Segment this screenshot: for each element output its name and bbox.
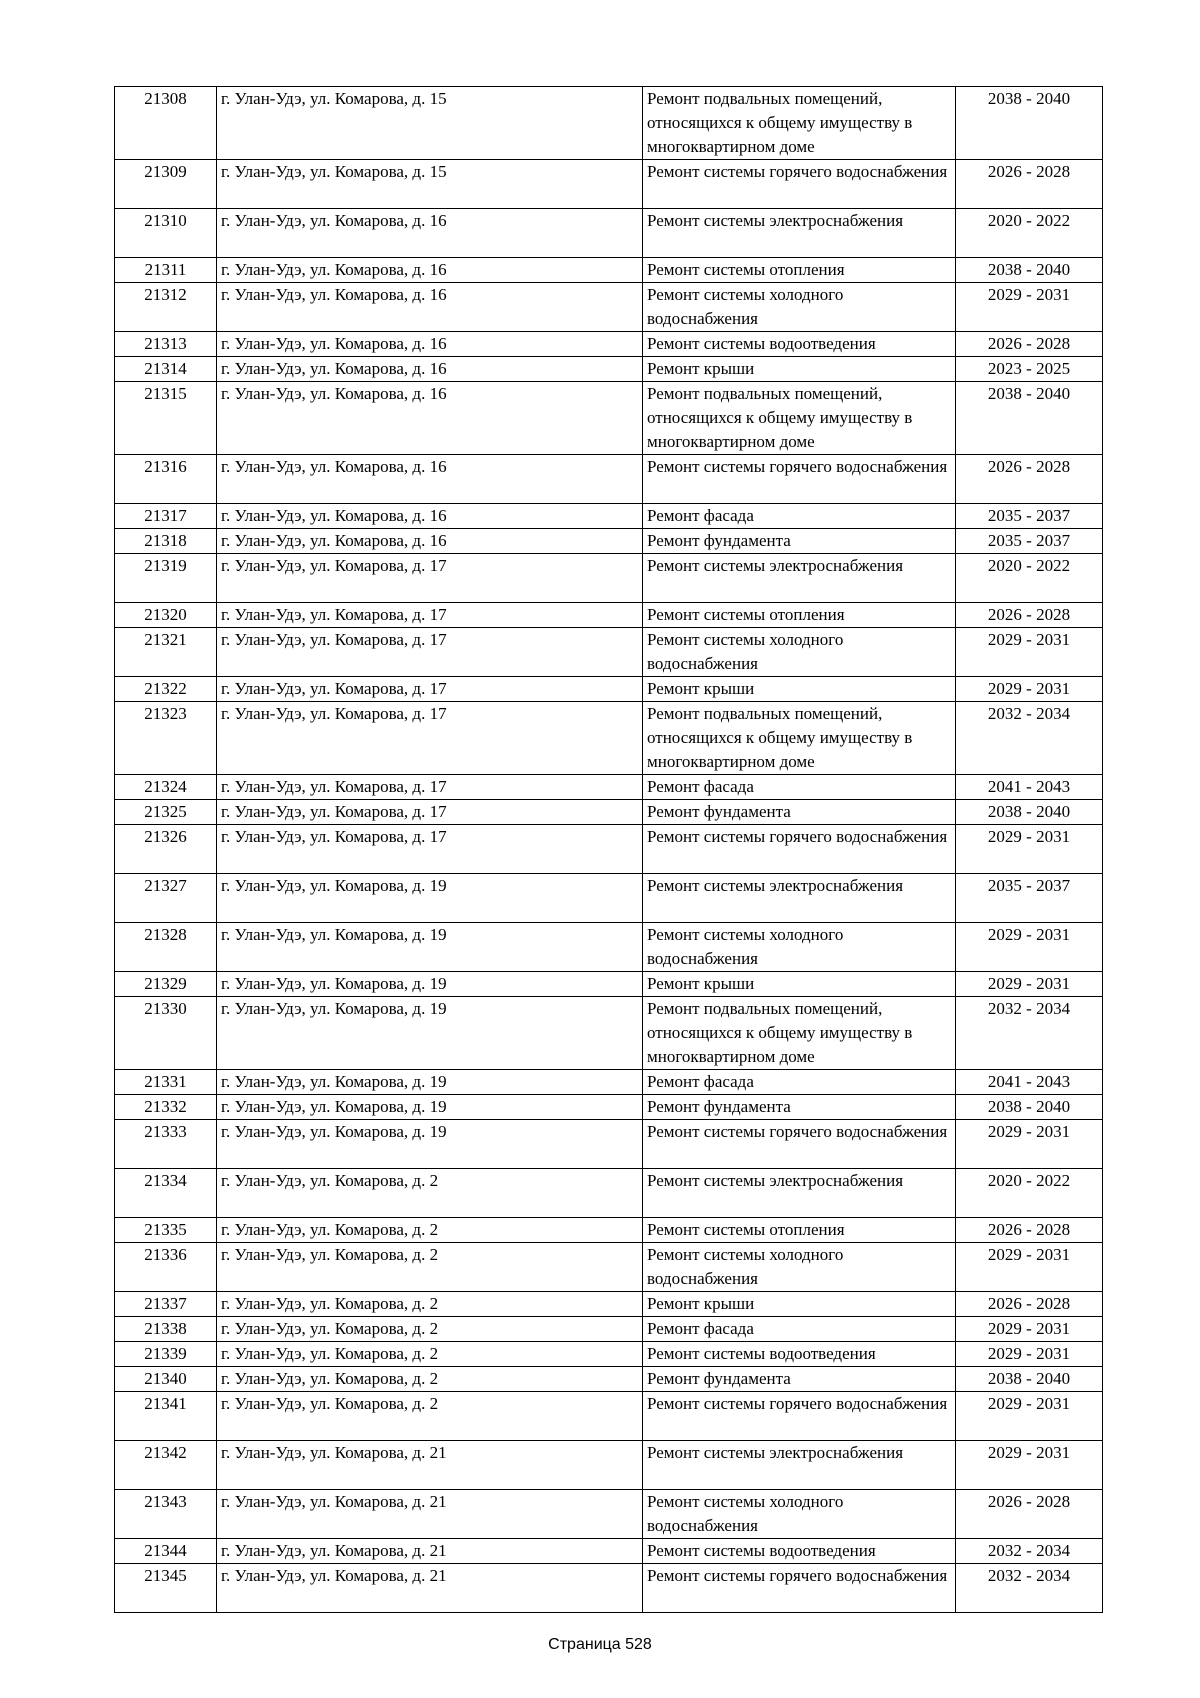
row-address: г. Улан-Удэ, ул. Комарова, д. 2 <box>217 1392 643 1441</box>
row-number: 21342 <box>115 1441 217 1490</box>
table-row <box>115 554 1103 603</box>
row-number: 21316 <box>115 455 217 504</box>
row-period: 2038 - 2040 <box>956 1367 1103 1392</box>
row-work-type: Ремонт системы водоотведения <box>643 1342 956 1367</box>
row-work-type: Ремонт системы холодного водоснабжения <box>643 1243 956 1292</box>
row-period: 2038 - 2040 <box>956 87 1103 160</box>
row-number: 21336 <box>115 1243 217 1292</box>
row-period: 2026 - 2028 <box>956 603 1103 628</box>
row-work-type: Ремонт системы холодного водоснабжения <box>643 923 956 972</box>
row-work-type: Ремонт крыши <box>643 972 956 997</box>
table-row <box>115 1564 1103 1613</box>
table-row <box>115 1218 1103 1243</box>
row-number: 21326 <box>115 825 217 874</box>
row-address: г. Улан-Удэ, ул. Комарова, д. 16 <box>217 529 643 554</box>
row-period: 2026 - 2028 <box>956 455 1103 504</box>
table-row <box>115 332 1103 357</box>
row-work-type: Ремонт системы горячего водоснабжения <box>643 825 956 874</box>
row-period: 2029 - 2031 <box>956 1392 1103 1441</box>
row-work-type: Ремонт фундамента <box>643 1095 956 1120</box>
row-address: г. Улан-Удэ, ул. Комарова, д. 17 <box>217 628 643 677</box>
row-work-type: Ремонт системы электроснабжения <box>643 874 956 923</box>
table-row <box>115 1120 1103 1169</box>
row-address: г. Улан-Удэ, ул. Комарова, д. 16 <box>217 283 643 332</box>
row-period: 2029 - 2031 <box>956 1243 1103 1292</box>
row-period: 2038 - 2040 <box>956 800 1103 825</box>
row-period: 2029 - 2031 <box>956 677 1103 702</box>
row-period: 2026 - 2028 <box>956 1490 1103 1539</box>
row-address: г. Улан-Удэ, ул. Комарова, д. 2 <box>217 1367 643 1392</box>
row-number: 21328 <box>115 923 217 972</box>
row-work-type: Ремонт системы горячего водоснабжения <box>643 160 956 209</box>
row-period: 2029 - 2031 <box>956 1441 1103 1490</box>
row-address: г. Улан-Удэ, ул. Комарова, д. 15 <box>217 87 643 160</box>
table-row <box>115 1169 1103 1218</box>
row-address: г. Улан-Удэ, ул. Комарова, д. 21 <box>217 1539 643 1564</box>
row-period: 2029 - 2031 <box>956 1120 1103 1169</box>
table-row <box>115 775 1103 800</box>
table-row <box>115 258 1103 283</box>
table-row <box>115 504 1103 529</box>
table-row <box>115 529 1103 554</box>
row-number: 21329 <box>115 972 217 997</box>
row-address: г. Улан-Удэ, ул. Комарова, д. 17 <box>217 825 643 874</box>
row-period: 2041 - 2043 <box>956 1070 1103 1095</box>
row-address: г. Улан-Удэ, ул. Комарова, д. 2 <box>217 1292 643 1317</box>
row-address: г. Улан-Удэ, ул. Комарова, д. 16 <box>217 258 643 283</box>
row-address: г. Улан-Удэ, ул. Комарова, д. 17 <box>217 800 643 825</box>
table-row <box>115 874 1103 923</box>
row-work-type: Ремонт системы холодного водоснабжения <box>643 283 956 332</box>
row-period: 2026 - 2028 <box>956 1218 1103 1243</box>
row-address: г. Улан-Удэ, ул. Комарова, д. 21 <box>217 1490 643 1539</box>
row-address: г. Улан-Удэ, ул. Комарова, д. 17 <box>217 677 643 702</box>
row-number: 21322 <box>115 677 217 702</box>
row-work-type: Ремонт системы водоотведения <box>643 1539 956 1564</box>
row-work-type: Ремонт фасада <box>643 1070 956 1095</box>
row-work-type: Ремонт системы отопления <box>643 1218 956 1243</box>
row-work-type: Ремонт системы горячего водоснабжения <box>643 455 956 504</box>
row-period: 2020 - 2022 <box>956 209 1103 258</box>
row-address: г. Улан-Удэ, ул. Комарова, д. 21 <box>217 1441 643 1490</box>
table-body <box>115 87 1103 1613</box>
row-address: г. Улан-Удэ, ул. Комарова, д. 16 <box>217 332 643 357</box>
row-work-type: Ремонт подвальных помещений, относящихся к общему имуществу в многоквартирном доме <box>643 382 956 455</box>
row-number: 21312 <box>115 283 217 332</box>
row-period: 2029 - 2031 <box>956 1342 1103 1367</box>
row-work-type: Ремонт фундамента <box>643 529 956 554</box>
row-address: г. Улан-Удэ, ул. Комарова, д. 16 <box>217 382 643 455</box>
table-row <box>115 160 1103 209</box>
row-address: г. Улан-Удэ, ул. Комарова, д. 2 <box>217 1342 643 1367</box>
row-number: 21319 <box>115 554 217 603</box>
row-address: г. Улан-Удэ, ул. Комарова, д. 19 <box>217 1095 643 1120</box>
table-row <box>115 382 1103 455</box>
row-number: 21337 <box>115 1292 217 1317</box>
row-number: 21325 <box>115 800 217 825</box>
page-number: Страница 528 <box>548 1636 652 1653</box>
row-period: 2029 - 2031 <box>956 923 1103 972</box>
row-address: г. Улан-Удэ, ул. Комарова, д. 19 <box>217 1070 643 1095</box>
row-period: 2032 - 2034 <box>956 997 1103 1070</box>
row-work-type: Ремонт системы водоотведения <box>643 332 956 357</box>
table-row <box>115 677 1103 702</box>
table-row <box>115 357 1103 382</box>
table-row <box>115 1342 1103 1367</box>
row-number: 21332 <box>115 1095 217 1120</box>
row-period: 2029 - 2031 <box>956 1317 1103 1342</box>
row-number: 21338 <box>115 1317 217 1342</box>
table-row <box>115 1490 1103 1539</box>
row-number: 21327 <box>115 874 217 923</box>
row-number: 21315 <box>115 382 217 455</box>
table-row <box>115 1243 1103 1292</box>
row-period: 2029 - 2031 <box>956 283 1103 332</box>
row-address: г. Улан-Удэ, ул. Комарова, д. 2 <box>217 1169 643 1218</box>
row-number: 21341 <box>115 1392 217 1441</box>
row-number: 21330 <box>115 997 217 1070</box>
row-work-type: Ремонт крыши <box>643 357 956 382</box>
row-number: 21331 <box>115 1070 217 1095</box>
row-number: 21311 <box>115 258 217 283</box>
row-number: 21334 <box>115 1169 217 1218</box>
row-work-type: Ремонт фасада <box>643 775 956 800</box>
row-address: г. Улан-Удэ, ул. Комарова, д. 19 <box>217 874 643 923</box>
row-address: г. Улан-Удэ, ул. Комарова, д. 16 <box>217 504 643 529</box>
row-period: 2035 - 2037 <box>956 874 1103 923</box>
row-work-type: Ремонт системы электроснабжения <box>643 209 956 258</box>
row-work-type: Ремонт системы отопления <box>643 258 956 283</box>
row-period: 2023 - 2025 <box>956 357 1103 382</box>
row-number: 21314 <box>115 357 217 382</box>
row-number: 21321 <box>115 628 217 677</box>
row-number: 21320 <box>115 603 217 628</box>
table-row <box>115 1441 1103 1490</box>
row-address: г. Улан-Удэ, ул. Комарова, д. 2 <box>217 1218 643 1243</box>
row-work-type: Ремонт системы электроснабжения <box>643 1441 956 1490</box>
row-period: 2029 - 2031 <box>956 825 1103 874</box>
row-number: 21339 <box>115 1342 217 1367</box>
row-address: г. Улан-Удэ, ул. Комарова, д. 19 <box>217 972 643 997</box>
table-row <box>115 455 1103 504</box>
row-period: 2029 - 2031 <box>956 628 1103 677</box>
table-row <box>115 997 1103 1070</box>
table-row <box>115 283 1103 332</box>
row-work-type: Ремонт крыши <box>643 1292 956 1317</box>
row-work-type: Ремонт системы отопления <box>643 603 956 628</box>
row-number: 21344 <box>115 1539 217 1564</box>
row-number: 21345 <box>115 1564 217 1613</box>
row-work-type: Ремонт фасада <box>643 504 956 529</box>
row-address: г. Улан-Удэ, ул. Комарова, д. 15 <box>217 160 643 209</box>
row-address: г. Улан-Удэ, ул. Комарова, д. 16 <box>217 455 643 504</box>
row-period: 2038 - 2040 <box>956 1095 1103 1120</box>
row-work-type: Ремонт системы электроснабжения <box>643 1169 956 1218</box>
row-work-type: Ремонт системы горячего водоснабжения <box>643 1120 956 1169</box>
row-number: 21308 <box>115 87 217 160</box>
row-period: 2032 - 2034 <box>956 1564 1103 1613</box>
row-address: г. Улан-Удэ, ул. Комарова, д. 19 <box>217 1120 643 1169</box>
row-number: 21323 <box>115 702 217 775</box>
row-period: 2038 - 2040 <box>956 382 1103 455</box>
table-row <box>115 800 1103 825</box>
row-number: 21318 <box>115 529 217 554</box>
row-work-type: Ремонт системы горячего водоснабжения <box>643 1392 956 1441</box>
row-address: г. Улан-Удэ, ул. Комарова, д. 17 <box>217 775 643 800</box>
row-address: г. Улан-Удэ, ул. Комарова, д. 16 <box>217 357 643 382</box>
row-period: 2032 - 2034 <box>956 1539 1103 1564</box>
row-address: г. Улан-Удэ, ул. Комарова, д. 21 <box>217 1564 643 1613</box>
row-period: 2026 - 2028 <box>956 332 1103 357</box>
table-row <box>115 1392 1103 1441</box>
row-number: 21335 <box>115 1218 217 1243</box>
row-period: 2029 - 2031 <box>956 972 1103 997</box>
row-work-type: Ремонт крыши <box>643 677 956 702</box>
repair-schedule-table <box>114 86 1103 1613</box>
row-number: 21317 <box>115 504 217 529</box>
row-work-type: Ремонт фундамента <box>643 1367 956 1392</box>
row-work-type: Ремонт подвальных помещений, относящихся к общему имуществу в многоквартирном доме <box>643 702 956 775</box>
row-address: г. Улан-Удэ, ул. Комарова, д. 19 <box>217 997 643 1070</box>
row-number: 21310 <box>115 209 217 258</box>
row-work-type: Ремонт системы горячего водоснабжения <box>643 1564 956 1613</box>
row-number: 21309 <box>115 160 217 209</box>
row-number: 21313 <box>115 332 217 357</box>
row-work-type: Ремонт системы холодного водоснабжения <box>643 1490 956 1539</box>
row-period: 2026 - 2028 <box>956 1292 1103 1317</box>
table-row <box>115 1367 1103 1392</box>
table-row <box>115 87 1103 160</box>
row-address: г. Улан-Удэ, ул. Комарова, д. 17 <box>217 702 643 775</box>
table-row <box>115 1317 1103 1342</box>
table-row <box>115 603 1103 628</box>
row-work-type: Ремонт фундамента <box>643 800 956 825</box>
row-address: г. Улан-Удэ, ул. Комарова, д. 17 <box>217 603 643 628</box>
row-address: г. Улан-Удэ, ул. Комарова, д. 2 <box>217 1317 643 1342</box>
table-row <box>115 1095 1103 1120</box>
row-period: 2020 - 2022 <box>956 1169 1103 1218</box>
table-row <box>115 628 1103 677</box>
row-period: 2032 - 2034 <box>956 702 1103 775</box>
table-row <box>115 972 1103 997</box>
row-work-type: Ремонт системы холодного водоснабжения <box>643 628 956 677</box>
row-number: 21343 <box>115 1490 217 1539</box>
row-period: 2020 - 2022 <box>956 554 1103 603</box>
row-address: г. Улан-Удэ, ул. Комарова, д. 19 <box>217 923 643 972</box>
row-address: г. Улан-Удэ, ул. Комарова, д. 16 <box>217 209 643 258</box>
row-address: г. Улан-Удэ, ул. Комарова, д. 2 <box>217 1243 643 1292</box>
row-address: г. Улан-Удэ, ул. Комарова, д. 17 <box>217 554 643 603</box>
row-work-type: Ремонт системы электроснабжения <box>643 554 956 603</box>
row-work-type: Ремонт фасада <box>643 1317 956 1342</box>
row-period: 2026 - 2028 <box>956 160 1103 209</box>
row-period: 2038 - 2040 <box>956 258 1103 283</box>
row-period: 2041 - 2043 <box>956 775 1103 800</box>
table-row <box>115 825 1103 874</box>
row-period: 2035 - 2037 <box>956 529 1103 554</box>
table-row <box>115 1292 1103 1317</box>
row-work-type: Ремонт подвальных помещений, относящихся к общему имуществу в многоквартирном доме <box>643 87 956 160</box>
table-row <box>115 1070 1103 1095</box>
table-row <box>115 209 1103 258</box>
row-number: 21324 <box>115 775 217 800</box>
row-number: 21340 <box>115 1367 217 1392</box>
table-row <box>115 923 1103 972</box>
table-row <box>115 1539 1103 1564</box>
row-period: 2035 - 2037 <box>956 504 1103 529</box>
table-row <box>115 702 1103 775</box>
row-number: 21333 <box>115 1120 217 1169</box>
row-work-type: Ремонт подвальных помещений, относящихся к общему имуществу в многоквартирном доме <box>643 997 956 1070</box>
